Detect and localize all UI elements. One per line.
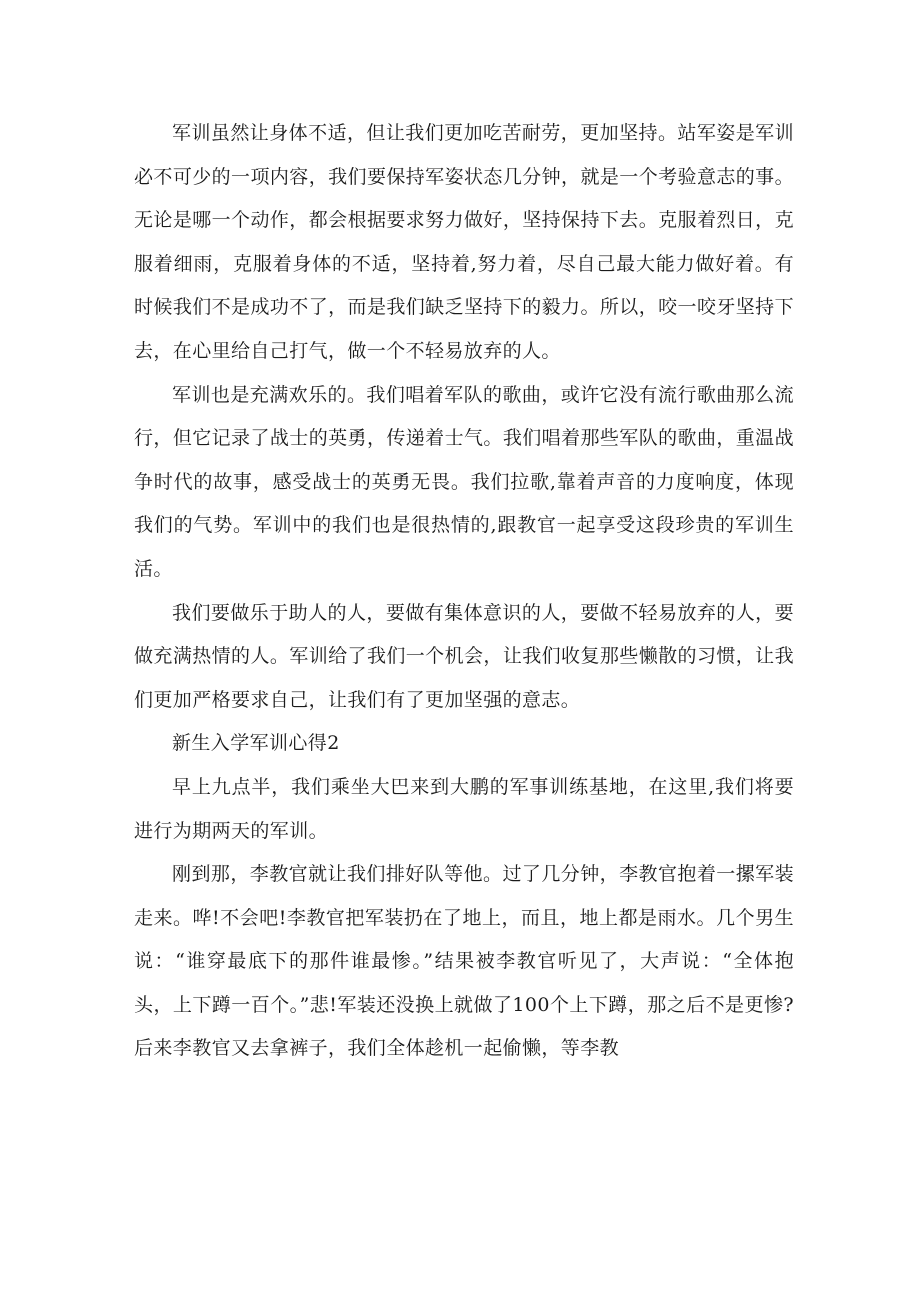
paragraph-perseverance: 军训虽然让身体不适，但让我们更加吃苦耐劳，更加坚持。站军姿是军训必不可少的一项内容，我们要保持军姿状态几分钟，就是一个考验意志的事。无论是哪一个动作，都会根据要求努力做好，坚持保持下去。克服着烈日，克服着细雨，克服着身体的不适，坚持着,努力着，尽自己最大能力做好着。有时候我们不是成功不了，而是我们缺乏坚持下的毅力。所以，咬一咬牙坚持下去，在心里给自己打气，做一个不轻易放弃的人。 <box>134 122 794 362</box>
paragraph-resolution: 我们要做乐于助人的人，要做有集体意识的人，要做不轻易放弃的人，要做充满热情的人。军训给了我们一个机会，让我们收复那些懒散的习惯，让我们更加严格要求自己，让我们有了更加坚强的意志。 <box>134 601 794 711</box>
paragraph-arrival: 早上九点半，我们乘坐大巴来到大鹏的军事训练基地，在这里,我们将要进行为期两天的军训。 <box>134 775 794 842</box>
paragraph-instructor: 刚到那，李教官就让我们排好队等他。过了几分钟，李教官抱着一摞军装走来。哗!不会吧!李教官把军装扔在了地上，而且，地上都是雨水。几个男生说：“谁穿最底下的那件谁最惨。”结果被李教官听见了，大声说：“全体抱头，上下蹲一百个。”悲!军装还没换上就做了100个上下蹲，那之后不是更惨?后来李教官又去拿裤子，我们全体趁机一起偷懒，等李教 <box>134 863 794 1060</box>
paragraph-joy: 军训也是充满欢乐的。我们唱着军队的歌曲，或许它没有流行歌曲那么流行，但它记录了战士的英勇，传递着士气。我们唱着那些军队的歌曲，重温战争时代的故事，感受战士的英勇无畏。我们拉歌,靠着声音的力度响度，体现我们的气势。军训中的我们也是很热情的,跟教官一起享受这段珍贵的军训生活。 <box>134 383 794 580</box>
section-title: 新生入学军训心得2 <box>172 732 340 755</box>
document-body <box>134 112 794 1071</box>
